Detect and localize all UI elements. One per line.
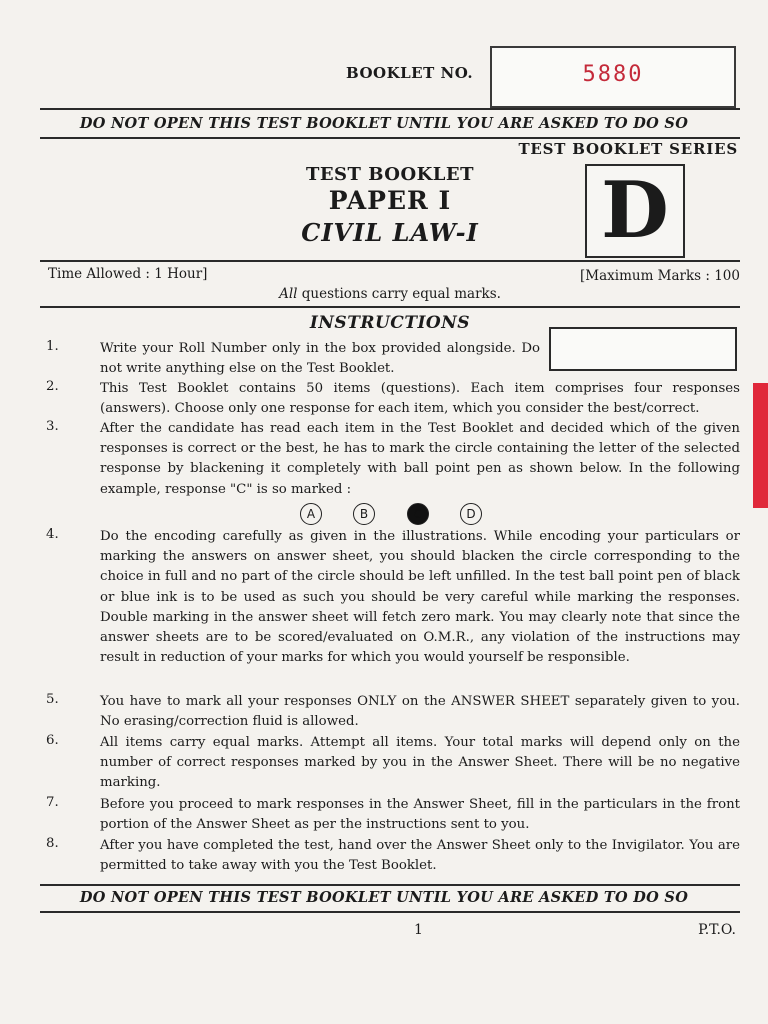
instruction-item: [100, 339, 540, 379]
equal-marks-note: [0, 286, 768, 302]
instruction-text: After the candidate has read each item in the Test Booklet and decided which of the given responses is correct or the best, he has to mark the circle containing the letter of the selected response by blackening it completely with ball point pen as shown below. In the following example, response "C" is so marked :: [100, 421, 740, 497]
divider: [40, 911, 740, 913]
instruction-item: [100, 836, 740, 876]
booklet-no-label: BOOKLET NO.: [346, 64, 474, 82]
instruction-number: 6.: [46, 733, 59, 748]
time-allowed: Time Allowed : 1 Hour]: [48, 266, 208, 282]
booklet-no-value: 5880: [582, 62, 644, 87]
paper-title: PAPER I: [328, 186, 452, 215]
option-b-circle: B: [353, 503, 375, 525]
divider: [40, 137, 740, 139]
bottom-warning: DO NOT OPEN THIS TEST BOOKLET UNTIL YOU ARE ASKED TO DO SO: [79, 889, 689, 906]
instruction-number: 8.: [46, 836, 59, 851]
option-d-circle: D: [460, 503, 482, 525]
instruction-item: [100, 419, 740, 500]
page-number: 1: [414, 922, 423, 938]
series-letter: D: [601, 165, 669, 256]
red-edge-tab: [753, 383, 768, 508]
subject-title: CIVIL LAW-I: [301, 218, 479, 247]
max-marks: [Maximum Marks : 100: [580, 268, 740, 284]
top-warning: DO NOT OPEN THIS TEST BOOKLET UNTIL YOU ARE ASKED TO DO SO: [79, 115, 689, 132]
instruction-item: [100, 692, 740, 732]
option-a-circle: A: [300, 503, 322, 525]
instruction-text: Write your Roll Number only in the box provided alongside. Do not write anything else on the Test Booklet.: [100, 341, 540, 377]
equal-marks-emphasis: All: [279, 286, 298, 302]
instruction-item: [100, 527, 740, 668]
answer-options-example: [300, 503, 500, 525]
instructions-heading: INSTRUCTIONS: [309, 313, 471, 333]
test-booklet-title: TEST BOOKLET: [305, 164, 475, 185]
booklet-no-box: [490, 46, 736, 108]
divider: [40, 884, 740, 886]
instruction-number: 1.: [46, 339, 59, 354]
instruction-text: You have to mark all your responses ONLY on the ANSWER SHEET separately given to you. No erasing/correction fluid is allowed.: [100, 694, 740, 730]
series-box: [585, 164, 685, 258]
instruction-number: 3.: [46, 419, 59, 434]
instruction-item: [100, 379, 740, 419]
instruction-item: [100, 795, 740, 835]
pto-label: P.T.O.: [698, 922, 736, 938]
instruction-text: Do the encoding carefully as given in the illustrations. While encoding your particulars or marking the answers on answer sheet, you should blacken the circle corresponding to the choice in full and no part of the circle should be left unfilled. In the test ball point pen of black or blue ink is to be used as such you should be very careful while marking the responses. Double marking in the answer sheet will fetch zero mark. You may clearly note that since the answer sheets are to be scored/evaluated on O.M.R., any violation of the instructions may result in reduction of your marks for which you would yourself be responsible.: [100, 529, 740, 666]
instruction-text: Before you proceed to mark responses in the Answer Sheet, fill in the particulars in the front portion of the Answer Sheet as per the instructions sent to you.: [100, 797, 740, 833]
instruction-item: [100, 733, 740, 794]
option-c-circle-filled: C: [407, 503, 429, 525]
instruction-text: This Test Booklet contains 50 items (questions). Each item comprises four responses (answers). Choose only one response for each item, which you consider the best/correct.: [100, 381, 740, 417]
instruction-number: 5.: [46, 692, 59, 707]
instruction-text: All items carry equal marks. Attempt all items. Your total marks will depend only on the number of correct responses marked by you in the Answer Sheet. There will be no negative marking.: [100, 735, 740, 791]
divider: [40, 108, 740, 110]
divider: [40, 306, 740, 308]
series-label: TEST BOOKLET SERIES: [518, 140, 738, 158]
divider: [40, 260, 740, 262]
instruction-number: 2.: [46, 379, 59, 394]
roll-number-box[interactable]: [549, 327, 737, 371]
instruction-number: 4.: [46, 527, 59, 542]
instruction-text: After you have completed the test, hand over the Answer Sheet only to the Invigilator. You are permitted to take away with you the Test Booklet.: [100, 838, 740, 874]
equal-marks-text: questions carry equal marks.: [297, 286, 501, 302]
instruction-number: 7.: [46, 795, 59, 810]
